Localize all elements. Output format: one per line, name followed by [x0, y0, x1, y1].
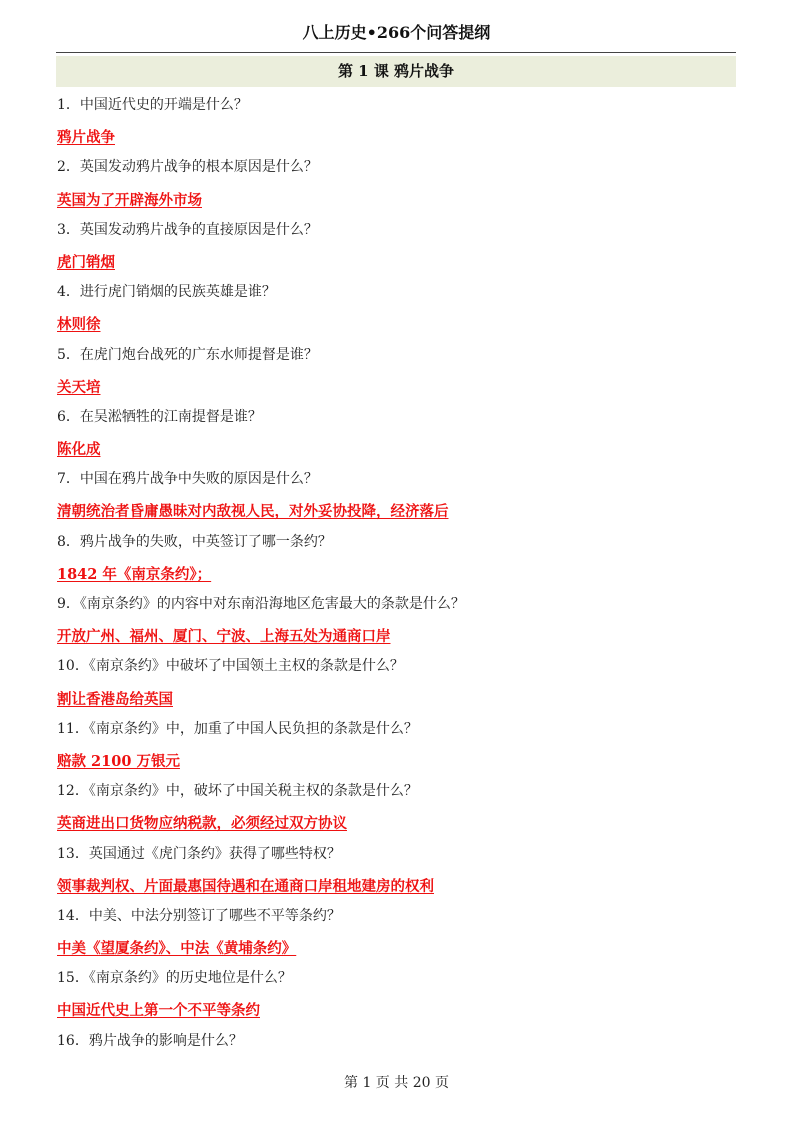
answer-5: 关天培: [57, 378, 101, 396]
answer-7: 清朝统治者昏庸愚昧对内敌视人民，对外妥协投降，经济落后: [57, 503, 449, 521]
question-12: 12．《南京条约》中，破坏了中国关税主权的条款是什么？: [57, 783, 418, 800]
question-10: 10．《南京条约》中破坏了中国领土主权的条款是什么？: [57, 658, 404, 675]
question-8: 8．鸦片战争的失败，中英签订了哪一条约？: [57, 533, 332, 550]
answer-6: 陈化成: [57, 441, 101, 459]
qa-list: [57, 90, 737, 1057]
question-16: 16．鸦片战争的影响是什么？: [57, 1032, 243, 1049]
question-7: 7．中国在鸦片战争中失败的原因是什么？: [57, 471, 318, 488]
question-11: 11．《南京条约》中，加重了中国人民负担的条款是什么？: [57, 720, 418, 737]
answer-11: 赔款 2100 万银元: [57, 752, 180, 770]
answer-3: 虎门销烟: [57, 253, 115, 271]
question-1: 1．中国近代史的开端是什么？: [57, 97, 248, 113]
title-divider: [56, 52, 736, 53]
answer-9: 开放广州、福州、厦门、宁波、上海五处为通商口岸: [57, 628, 391, 646]
answer-4: 林则徐: [57, 316, 101, 334]
question-14: 14．中美、中法分别签订了哪些不平等条约？: [57, 907, 341, 924]
page-number: 第 1 页 共 20 页: [344, 1075, 449, 1091]
answer-13: 领事裁判权、片面最惠国待遇和在通商口岸租地建房的权利: [57, 877, 434, 895]
question-4: 4．进行虎门销烟的民族英雄是谁？: [57, 284, 276, 301]
answer-15: 中国近代史上第一个不平等条约: [57, 1002, 260, 1020]
answer-8: 1842 年《南京条约》；: [57, 565, 212, 583]
answer-10: 割让香港岛给英国: [57, 690, 173, 708]
question-3: 3．英国发动鸦片战争的直接原因是什么？: [57, 221, 318, 238]
question-15: 15．《南京条约》的历史地位是什么？: [57, 970, 292, 987]
question-2: 2．英国发动鸦片战争的根本原因是什么？: [57, 159, 318, 176]
document-title: 八上历史•266个问答提纲: [302, 23, 491, 42]
answer-1: 鸦片战争: [57, 129, 115, 147]
question-13: 13．英国通过《虎门条约》获得了哪些特权？: [57, 845, 341, 862]
answer-14: 中美《望厦条约》、中法《黄埔条约》: [57, 940, 297, 958]
question-5: 5．在虎门炮台战死的广东水师提督是谁？: [57, 346, 318, 363]
answer-12: 英商进出口货物应纳税款，必须经过双方协议: [57, 815, 347, 833]
lesson-heading: 第 1 课 鸦片战争: [56, 56, 736, 87]
question-9: 9．《南京条约》的内容中对东南沿海地区危害最大的条款是什么？: [57, 596, 465, 612]
answer-2: 英国为了开辟海外市场: [57, 191, 202, 209]
question-6: 6．在吴淞牺牲的江南提督是谁？: [57, 408, 262, 425]
